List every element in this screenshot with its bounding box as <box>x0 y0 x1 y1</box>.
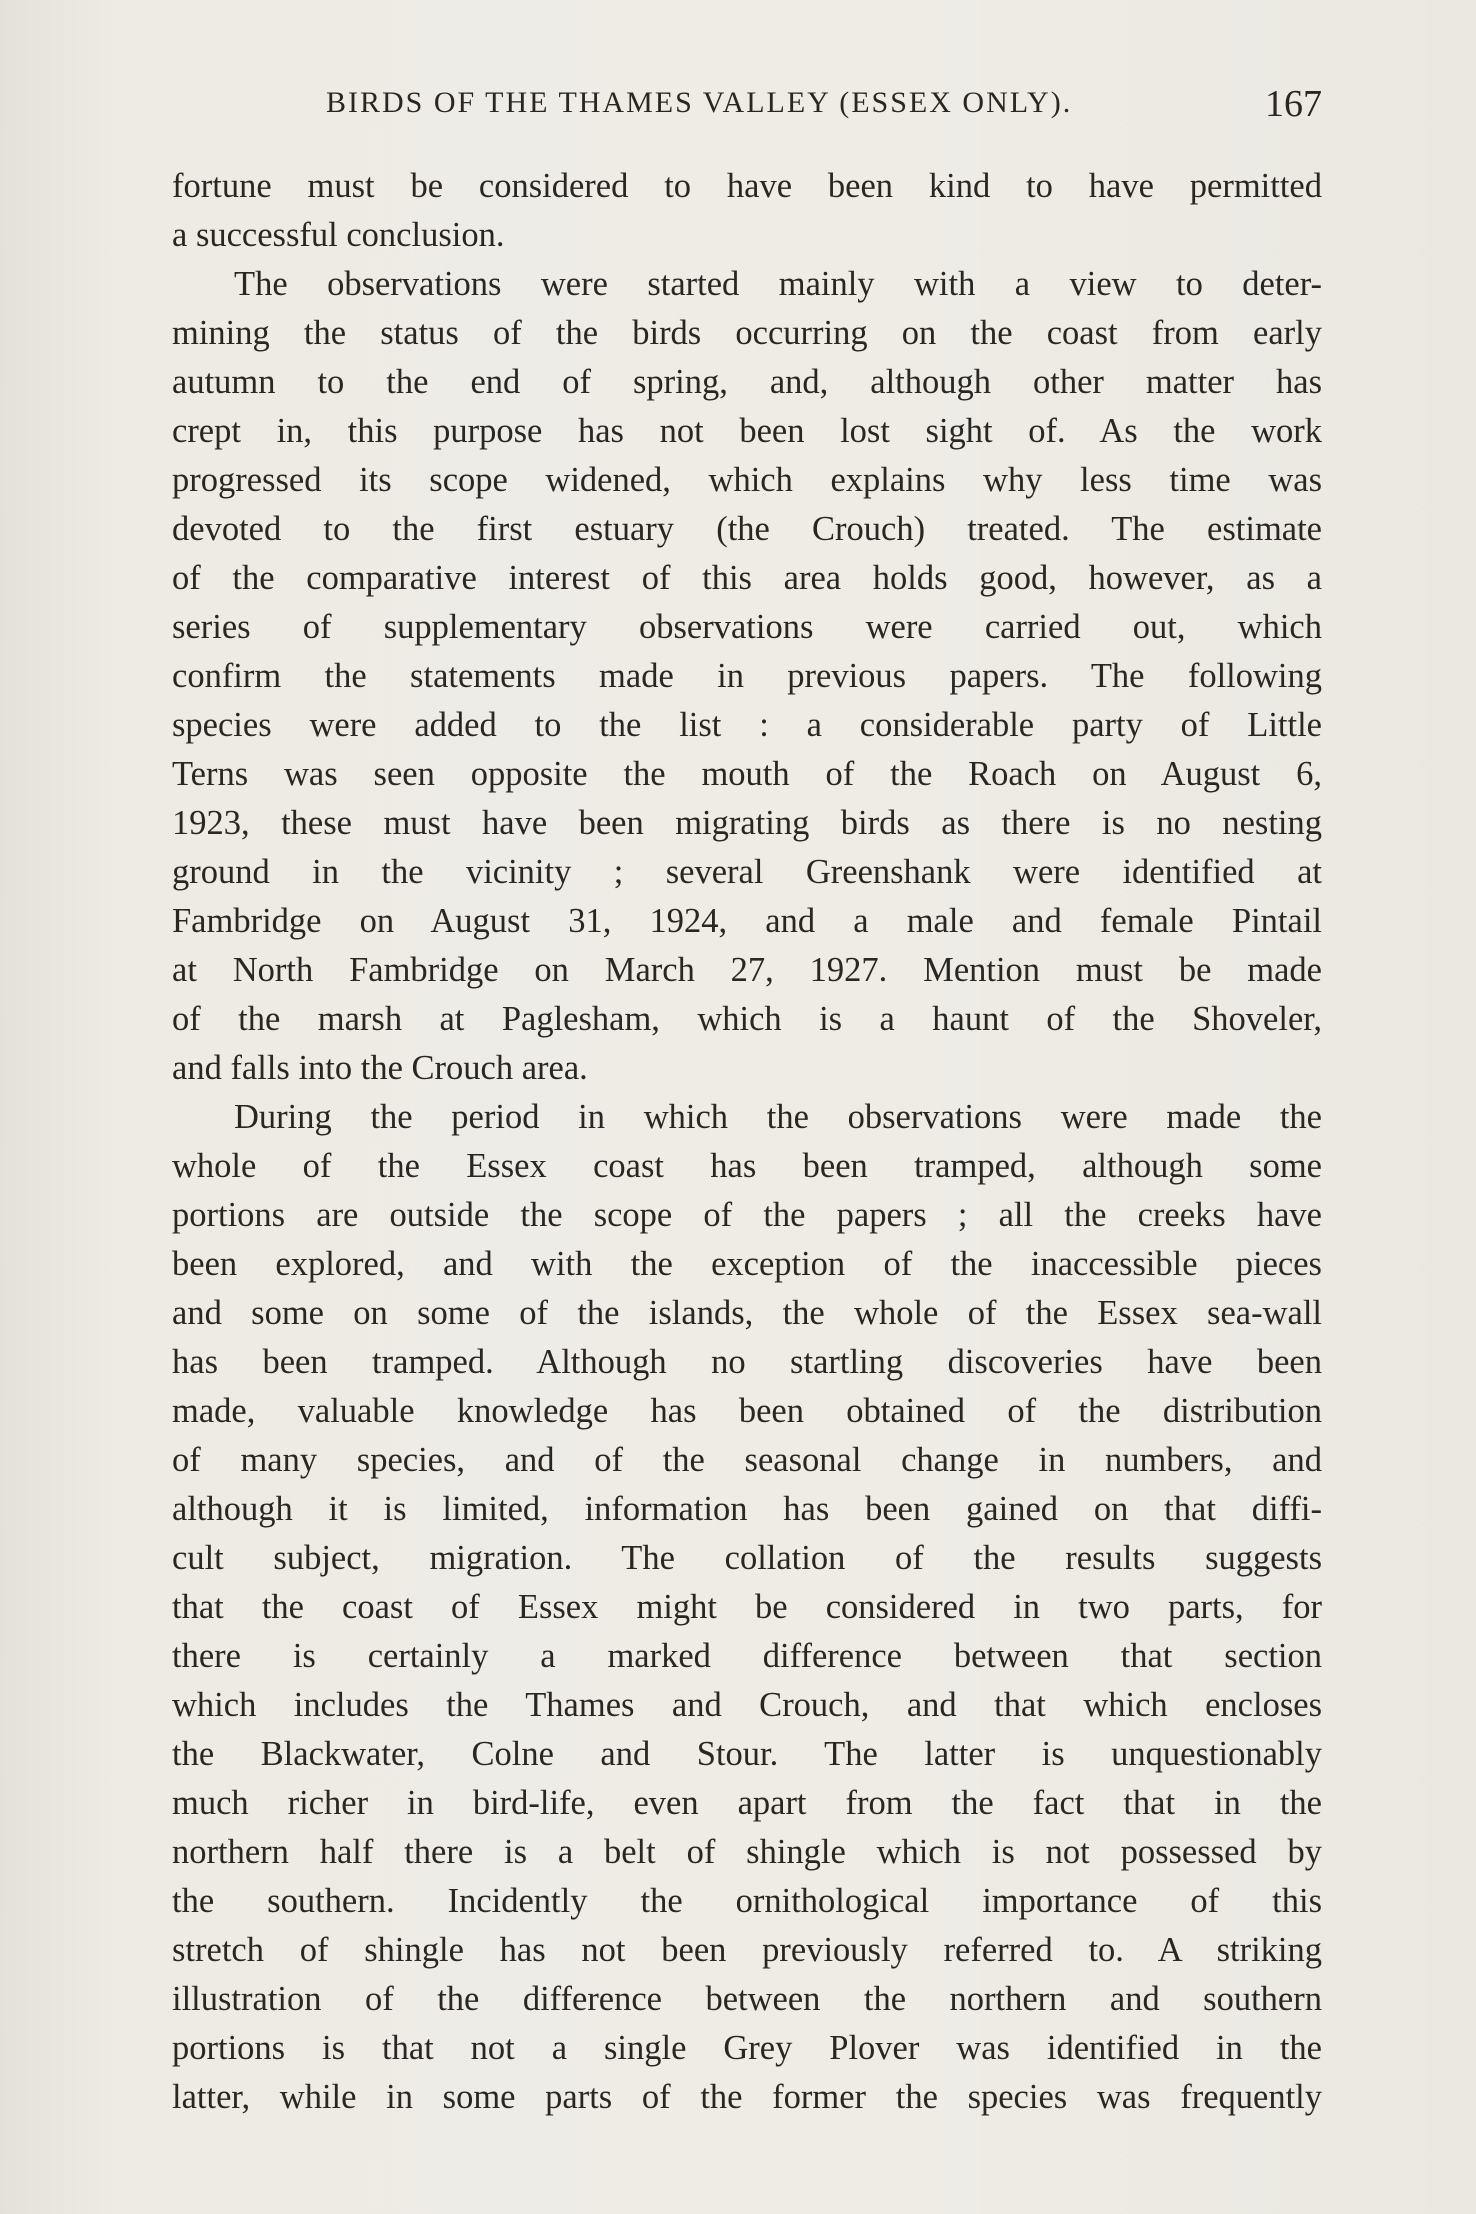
text-line: species were added to the list : a considerable party of Little <box>172 706 1322 744</box>
text-line: confirm the statements made in previous papers. The following <box>172 657 1322 695</box>
text-line: the Blackwater, Colne and Stour. The latter is unquestionably <box>172 1735 1322 1773</box>
text-line: series of supplementary observations were carried out, which <box>172 608 1322 646</box>
text-line: fortune must be considered to have been kind to have permitted <box>172 167 1322 205</box>
text-line: progressed its scope widened, which explains why less time was <box>172 461 1322 499</box>
text-line: ground in the vicinity ; several Greenshank were identified at <box>172 853 1322 891</box>
running-header <box>172 83 1322 136</box>
page-number: 167 <box>1265 83 1322 125</box>
text-line: at North Fambridge on March 27, 1927. Mention must be made <box>172 951 1322 989</box>
text-line: of many species, and of the seasonal change in numbers, and <box>172 1441 1322 1479</box>
text-line: whole of the Essex coast has been tramped, although some <box>172 1147 1322 1185</box>
text-line: made, valuable knowledge has been obtained of the distribution <box>172 1392 1322 1430</box>
text-line: cult subject, migration. The collation of the results suggests <box>172 1539 1322 1577</box>
text-line: Fambridge on August 31, 1924, and a male and female Pintail <box>172 902 1322 940</box>
text-line: crept in, this purpose has not been lost sight of. As the work <box>172 412 1322 450</box>
paragraph-first-line: The observations were started mainly with a view to deter- <box>234 265 1322 303</box>
text-line: devoted to the first estuary (the Crouch) treated. The estimate <box>172 510 1322 548</box>
text-line: has been tramped. Although no startling discoveries have been <box>172 1343 1322 1381</box>
text-line: although it is limited, information has been gained on that diffi- <box>172 1490 1322 1528</box>
text-line: of the marsh at Paglesham, which is a haunt of the Shoveler, <box>172 1000 1322 1038</box>
text-line: 1923, these must have been migrating birds as there is no nesting <box>172 804 1322 842</box>
text-line: portions is that not a single Grey Plover was identified in the <box>172 2029 1322 2067</box>
text-line: that the coast of Essex might be considered in two parts, for <box>172 1588 1322 1626</box>
text-line: the southern. Incidently the ornithological importance of this <box>172 1882 1322 1920</box>
text-line: there is certainly a marked difference between that section <box>172 1637 1322 1675</box>
text-line: and some on some of the islands, the whole of the Essex sea-wall <box>172 1294 1322 1332</box>
text-line: northern half there is a belt of shingle which is not possessed by <box>172 1833 1322 1871</box>
text-line: which includes the Thames and Crouch, and that which encloses <box>172 1686 1322 1724</box>
paragraph-first-line: During the period in which the observations were made the <box>234 1098 1322 1136</box>
text-line: latter, while in some parts of the former the species was frequently <box>172 2078 1322 2116</box>
text-line: portions are outside the scope of the papers ; all the creeks have <box>172 1196 1322 1234</box>
text-line: and falls into the Crouch area. <box>172 1049 588 1087</box>
text-line: autumn to the end of spring, and, although other matter has <box>172 363 1322 401</box>
text-line: illustration of the difference between the northern and southern <box>172 1980 1322 2018</box>
text-line: stretch of shingle has not been previously referred to. A striking <box>172 1931 1322 1969</box>
text-line: been explored, and with the exception of the inaccessible pieces <box>172 1245 1322 1283</box>
text-line: Terns was seen opposite the mouth of the Roach on August 6, <box>172 755 1322 793</box>
body-text <box>172 162 1322 2122</box>
text-line: much richer in bird-life, even apart from the fact that in the <box>172 1784 1322 1822</box>
text-line: mining the status of the birds occurring on the coast from early <box>172 314 1322 352</box>
text-line: of the comparative interest of this area holds good, however, as a <box>172 559 1322 597</box>
text-line: a successful conclusion. <box>172 216 505 254</box>
running-title: BIRDS OF THE THAMES VALLEY (ESSEX ONLY). <box>326 86 1073 119</box>
